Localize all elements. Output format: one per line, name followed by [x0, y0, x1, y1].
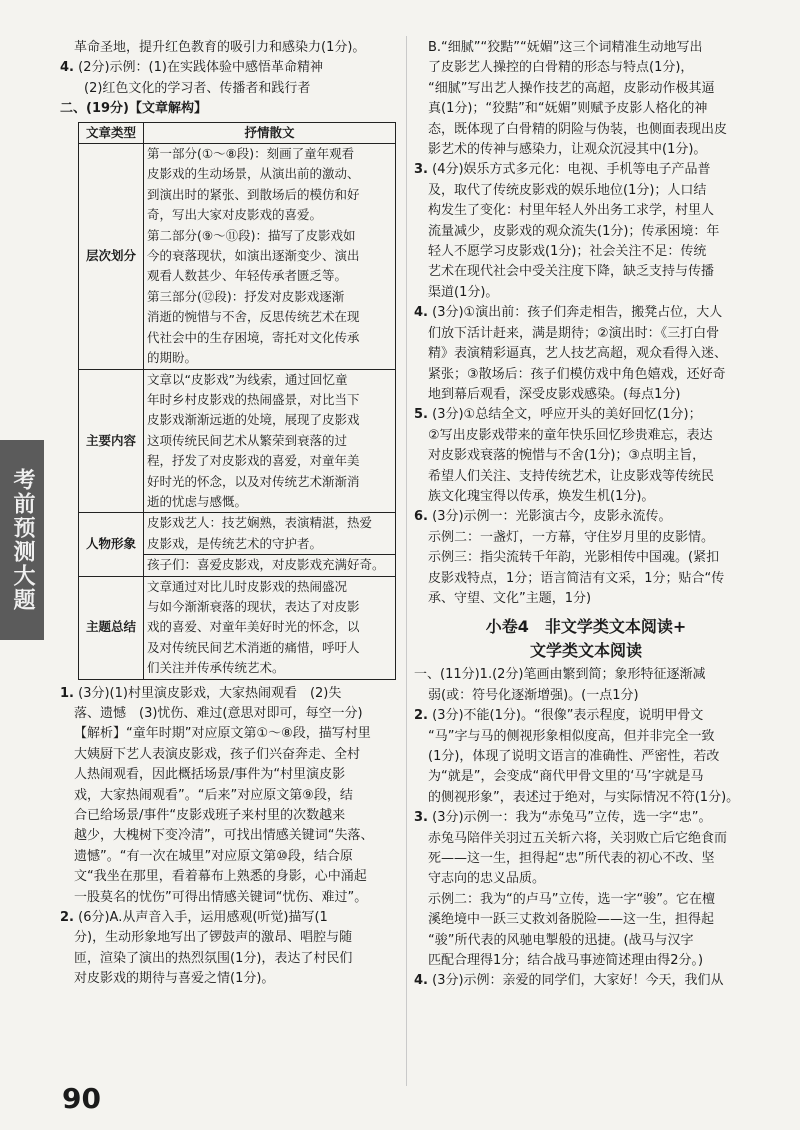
answer-4: [60, 58, 402, 78]
text-line: 【解析】“童年时期”对应原文第①～⑧段，描写村里: [74, 726, 371, 742]
answer-text: (3分)(1)村里演皮影戏，大家热闹观看 (2)失: [78, 685, 342, 701]
text-line: 死——这一生，担得起“忠”所代表的初心不改、坚: [428, 851, 715, 867]
question-number: 3.: [414, 162, 428, 178]
question-number: 6.: [414, 509, 428, 525]
section-title: [414, 615, 758, 663]
cell-line: 第一部分(①～⑧段)：刻画了童年观看: [147, 146, 355, 162]
text-line: 戏，大家热闹观看”。“后来”对应原文第⑨段，结: [74, 787, 353, 803]
text-line: B.“细腻”“狡黠”“妩媚”这三个词精准生动地写出: [428, 40, 703, 55]
answer-text: (3分)不能(1分)。“很像”表示程度，说明甲骨文: [432, 708, 704, 724]
text-line: 渠道(1分)。: [428, 284, 499, 300]
cell-line: 皮影戏，是传统艺术的守护者。: [147, 535, 323, 551]
cell-line: 皮影戏渐渐远逝的处境，展现了皮影戏: [147, 412, 360, 428]
section-heading: 二、(19分)【文章解构】: [60, 101, 207, 117]
row-label: 层次划分: [79, 144, 144, 369]
cell-line: 孩子们：喜爱皮影戏，对皮影戏充满好奇。: [144, 554, 395, 575]
text-line: (2)红色文化的学习者、传播者和践行者: [84, 80, 311, 96]
text-line: 流量减少，皮影戏的观众流失(1分)；传承困境：年: [428, 223, 720, 239]
text-line: 对皮影戏的期待与喜爱之情(1分)。: [74, 971, 275, 987]
text-line: 人热闹观看，因此概括场景/事件为“村里演皮影: [74, 767, 346, 783]
text-line: 落、遗憾 (3)忧伤、难过(意思对即可，每空一分): [74, 706, 363, 721]
text-line: 示例二：我为“的卢马”立传，选一字“骏”。它在檀: [428, 891, 715, 907]
question-number: 5.: [414, 407, 428, 423]
row-content: [144, 513, 396, 576]
answer-4: [414, 303, 758, 323]
question-number: 1.: [60, 685, 74, 701]
text-line: ②写出皮影戏带来的童年快乐回忆珍贵难忘，表达: [428, 427, 713, 443]
question-number: 3.: [414, 810, 428, 826]
row-label: 主要内容: [79, 369, 144, 513]
right-column: [414, 38, 758, 992]
row-label: 人物形象: [79, 513, 144, 576]
cell-line: 观看人数甚少、年轻传承者匮乏等。: [147, 268, 348, 284]
column-divider: [406, 36, 407, 1086]
cell-line: 这项传统民间艺术从繁荣到衰落的过: [147, 432, 348, 448]
text-line: 一、(11分)1.(2分)笔画由繁到简；象形特征逐渐减: [414, 667, 706, 683]
cell-line: 年时乡村皮影戏的热闹盛景，对比当下: [147, 391, 360, 407]
cell-line: 代社会中的生存困境，寄托对文化传承: [147, 329, 360, 345]
answer-text: (3分)示例：亲爱的同学们，大家好！今天，我们从: [432, 973, 724, 989]
text-line: “马”字与马的侧视形象相似度高，但并非完全一致: [428, 728, 715, 744]
question-number: 2.: [414, 708, 428, 724]
answer-3: [414, 160, 758, 180]
text-line: 遗憾”。“有一次在城里”对应原文第⑩段，结合原: [74, 848, 353, 864]
text-line: 大姨厨下艺人表演皮影戏，孩子们兴奋奔走、全村: [74, 746, 361, 762]
answer-text: (3分)①演出前：孩子们奔走相告，搬凳占位，大人: [432, 305, 723, 321]
text-line: 革命圣地，提升红色教育的吸引力和感染力(1分)。: [74, 40, 366, 55]
text-line: 为“就是”，会变成“商代甲骨文里的‘马’字就是马: [428, 769, 704, 785]
text-line: (1分)，体现了说明文语言的准确性、严密性，若改: [428, 749, 720, 764]
text-line: 示例二：一盏灯，一方幕，守住岁月里的皮影情。: [428, 529, 715, 545]
text-line: 示例三：指尖流转千年韵，光影相传中国魂。(紧扣: [428, 550, 720, 566]
text-line: 构发生了变化：村里年轻人外出务工求学，村里人: [428, 203, 715, 219]
cell-line: 逝的忧虑与感慨。: [147, 493, 248, 509]
text-line: 分)，生动形象地写出了锣鼓声的激昂、唱腔与随: [74, 930, 353, 946]
answer-5: [414, 405, 758, 425]
cell-line: 好时光的怀念，以及对传统艺术渐渐消: [147, 473, 360, 489]
text-line: 影艺术的传神与感染力，让观众沉浸其中(1分)。: [428, 142, 707, 158]
text-line: 皮影戏特点，1分；语言简洁有文采，1分；贴合“传: [428, 570, 725, 586]
table-header-cell: 文章类型: [79, 122, 144, 143]
cell-line: 文章通过对比儿时皮影戏的热闹盛况: [147, 578, 348, 594]
cell-line: 今的衰落现状，如演出逐渐变少、演出: [147, 248, 360, 264]
cell-line: 奇，写出大家对皮影戏的喜爱。: [147, 207, 323, 223]
text-line: 态，既体现了白骨精的阴险与伪装，也侧面表现出皮: [428, 121, 728, 137]
answer-6: [414, 507, 758, 527]
text-line: 族文化瑰宝得以传承，焕发生机(1分)。: [428, 488, 655, 504]
row-content: [144, 369, 396, 513]
answer-2b: [414, 706, 758, 726]
text-line: 合已给场景/事件“皮影戏班子来村里的次数越来: [74, 808, 346, 824]
structure-table: [78, 122, 396, 680]
text-line: 们放下活计赶来，满是期待；②演出时：《三打白骨: [428, 325, 720, 341]
question-number: 4.: [414, 305, 428, 321]
answer-2: [60, 908, 402, 928]
table-header-row: [79, 122, 396, 143]
question-number: 2.: [60, 910, 74, 926]
page-number: 90: [62, 1082, 101, 1115]
text-line: “细腻”写出艺人操作技艺的高超，皮影动作极其逼: [428, 80, 715, 96]
cell-line: 到演出时的紧张、到散场后的模仿和好: [147, 186, 360, 202]
cell-line: 及对传统民间艺术消逝的痛惜，呼吁人: [147, 639, 360, 655]
left-column: [60, 38, 402, 990]
row-content: [144, 144, 396, 369]
text-line: 溪绝境中一跃三丈救刘备脱险——这一生，担得起: [428, 912, 715, 928]
answer-text: (3分)①总结全文，呼应开头的美好回忆(1分)；: [432, 407, 702, 423]
text-line: 一股莫名的忧伤”可得出情感关键词“忧伤、难过”。: [74, 889, 368, 905]
table-row: [79, 513, 396, 576]
side-tab-label: 考前预测大题: [0, 440, 44, 640]
text-line: 及，取代了传统皮影戏的娱乐地位(1分)；人口结: [428, 182, 707, 198]
cell-line: 皮影戏艺人：技艺娴熟，表演精湛，热爱: [147, 515, 373, 531]
question-number: 4.: [60, 60, 74, 76]
text-line: 承、守望、文化”主题，1分): [428, 590, 592, 606]
text-line: 守志向的忠义品质。: [428, 871, 546, 887]
text-line: 越少，大槐树下变冷清”，可找出情感关键词“失落、: [74, 828, 374, 844]
text-line: 轻人不愿学习皮影戏(1分)；社会关注不足：传统: [428, 244, 707, 260]
table-row: [79, 369, 396, 513]
table-row: [79, 144, 396, 369]
row-content: [144, 576, 396, 679]
text-line: 紧张；③散场后：孩子们模仿戏中角色嬉戏，还好奇: [428, 366, 726, 382]
table-header-cell: 抒情散文: [144, 122, 396, 143]
cell-line: 的期盼。: [147, 350, 198, 366]
text-line: 了皮影艺人操控的白骨精的形态与特点(1分)，: [428, 60, 694, 76]
text-line: 对皮影戏衰落的惋惜与不舍(1分)；③点明主旨，: [428, 448, 706, 464]
table-row: [79, 576, 396, 679]
answer-4b: [414, 971, 758, 991]
answer-text: (6分)A.从声音入手，运用感观(听觉)描写(1: [78, 910, 328, 926]
answer-text: (2分)示例：(1)在实践体验中感悟革命精神: [78, 60, 323, 76]
cell-line: 第三部分(⑫段)：抒发对皮影戏逐渐: [147, 288, 345, 304]
text-line: 弱(或：符号化逐渐增强)。(一点1分): [428, 687, 639, 703]
answer-text: (3分)示例一：光影演古今，皮影永流传。: [432, 509, 672, 525]
cell-line: 文章以“皮影戏”为线索，通过回忆童: [147, 371, 348, 387]
text-line: 地到幕后观看，深受皮影戏感染。(每点1分): [428, 386, 681, 402]
section-title-line: 文学类文本阅读: [529, 641, 642, 661]
answer-1: [60, 684, 402, 704]
cell-line: 与如今渐渐衰落的现状，表达了对皮影: [147, 598, 360, 614]
text-line: 希望人们关注、支持传统艺术，让皮影戏等传统民: [428, 468, 715, 484]
text-line: 匹配合理得1分；结合战马事迹简述理由得2分。): [428, 953, 704, 969]
text-line: 艺术在现代社会中受关注度下降，缺乏支持与传播: [428, 264, 715, 280]
text-line: 匝，渲染了演出的热烈氛围(1分)，表达了村民们: [74, 950, 353, 966]
text-line: 精》表演精彩逼真，艺人技艺高超，观众看得入迷、: [428, 346, 728, 362]
cell-line: 戏的喜爱、对童年美好时光的怀念，以: [147, 619, 360, 635]
section-title-line: 小卷4 非文学类文本阅读+: [485, 617, 687, 637]
cell-line: 第二部分(⑨～⑪段)：描写了皮影戏如: [147, 227, 356, 243]
cell-line: 们关注并传承传统艺术。: [147, 660, 285, 676]
question-number: 4.: [414, 973, 428, 989]
text-line: 文“我坐在那里，看着幕布上熟悉的身影，心中涌起: [74, 869, 367, 885]
cell-line: 程，抒发了对皮影戏的喜爱，对童年美: [147, 453, 360, 469]
answer-text: (3分)示例一：我为“赤兔马”立传，选一字“忠”。: [432, 810, 712, 826]
row-label: 主题总结: [79, 576, 144, 679]
text-line: 赤兔马陪伴关羽过五关斩六将，关羽败亡后它绝食而: [428, 830, 728, 846]
text-line: 的侧视形象”，表述过于绝对，与实际情况不符(1分)。: [428, 789, 740, 805]
text-line: 真(1分)；“狡黠”和“妩媚”则赋予皮影人格化的神: [428, 101, 708, 117]
answer-3b: [414, 808, 758, 828]
text-line: “骏”所代表的风驰电掣般的迅捷。(战马与汉字: [428, 932, 694, 948]
answer-text: (4分)娱乐方式多元化：电视、手机等电子产品普: [432, 162, 711, 178]
cell-line: 消逝的惋惜与不舍，反思传统艺术在现: [147, 309, 360, 325]
cell-line: 皮影戏的生动场景，从演出前的激动、: [147, 166, 360, 182]
